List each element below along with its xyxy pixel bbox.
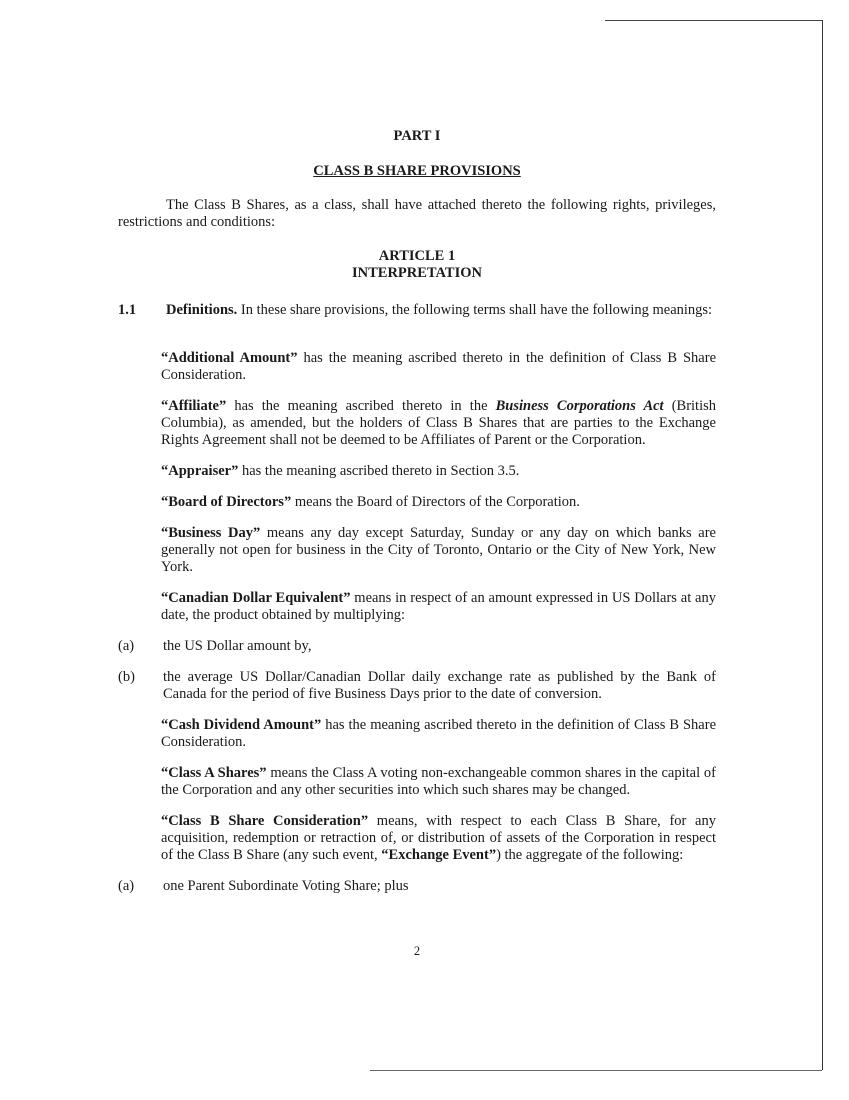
scan-edge-bottom xyxy=(370,1070,822,1071)
definition-text: means in respect of an amount expressed in US Dollars at any date, the product obtained by multiplying: xyxy=(161,590,716,623)
list-item-text: the average US Dollar/Canadian Dollar daily exchange rate as published by the Bank of Canada for the period of five Business Days prior to the date of conversion. xyxy=(163,669,716,702)
list-item-text: the US Dollar amount by, xyxy=(163,638,312,654)
definition-business-day xyxy=(161,525,716,576)
article-title: INTERPRETATION xyxy=(352,265,482,281)
definition-text: has the meaning ascribed thereto in the definition of Class B Share Consideration. xyxy=(161,350,717,383)
definition-class-a-shares xyxy=(161,765,716,799)
definition-text: has the meaning ascribed thereto in Section 3.5. xyxy=(238,463,520,479)
definition-text: ) the aggregate of the following: xyxy=(496,847,684,863)
definition-appraiser xyxy=(161,463,716,480)
definition-text: means any day except Saturday, Sunday or any day on which banks are generally not open for business in the City of Toronto, Ontario or the City of New York, New York. xyxy=(161,525,716,575)
definitions-list xyxy=(118,350,717,909)
scan-edge-right xyxy=(822,20,823,1070)
article-heading xyxy=(118,248,716,282)
intro-paragraph: The Class B Shares, as a class, shall have attached thereto the following rights, privileges, restrictions and conditions: xyxy=(118,197,716,230)
definition-term: “Additional Amount” xyxy=(161,350,298,366)
definition-additional-amount xyxy=(161,350,716,384)
definition-term: “Business Day” xyxy=(161,525,261,541)
definition-affiliate xyxy=(161,398,716,449)
list-item-text: one Parent Subordinate Voting Share; plus xyxy=(163,878,409,894)
act-title: Business Corporations Act xyxy=(495,398,664,414)
definition-board-of-directors xyxy=(161,494,716,511)
definition-term: “Canadian Dollar Equivalent” xyxy=(161,590,351,606)
definition-class-b-share-consideration xyxy=(161,813,716,864)
list-item xyxy=(118,638,716,655)
definition-term: “Affiliate” xyxy=(161,398,227,414)
section-heading: Definitions. xyxy=(166,302,238,318)
page-number: 2 xyxy=(413,944,421,958)
definition-text: (British Columbia), as amended, but the holders of Class B Shares that are parties to the Exchange Rights Agreement shall not be deemed to be Affiliates of Parent or the Corporation. xyxy=(161,398,717,448)
list-item-label: (a) xyxy=(118,878,135,894)
part-subtitle: CLASS B SHARE PROVISIONS xyxy=(313,163,521,179)
list-item-label: (a) xyxy=(118,638,135,654)
definition-term: “Class A Shares” xyxy=(161,765,267,781)
definition-term: “Board of Directors” xyxy=(161,494,292,510)
definition-term: “Cash Dividend Amount” xyxy=(161,717,322,733)
list-item-label: (b) xyxy=(118,669,135,685)
definition-term: “Class B Share Consideration” xyxy=(161,813,369,829)
definition-text: has the meaning ascribed thereto in the xyxy=(226,398,496,414)
exchange-event-term: “Exchange Event” xyxy=(381,847,497,863)
definition-text: means, with respect to each Class B Share, for any acquisition, redemption or retraction of, or distribution of assets of the Corporation in respect of the Class B Share (any such event, xyxy=(161,813,716,863)
definition-text: has the meaning ascribed thereto in the definition of Class B Share Consideration. xyxy=(161,717,717,750)
definition-term: “Appraiser” xyxy=(161,463,239,479)
article-number: ARTICLE 1 xyxy=(378,248,456,264)
definition-text: means the Class A voting non-exchangeable common shares in the capital of the Corporation and any other securities into which such shares may be changed. xyxy=(161,765,716,798)
scan-edge-top xyxy=(605,20,823,21)
list-item xyxy=(118,878,716,895)
part-title: PART I xyxy=(393,128,441,144)
list-item xyxy=(118,669,716,703)
definition-canadian-dollar-equivalent xyxy=(161,590,716,624)
section-1-1 xyxy=(118,302,716,319)
section-text: In these share provisions, the following terms shall have the following meanings: xyxy=(240,302,713,318)
section-number: 1.1 xyxy=(118,302,137,318)
definition-cash-dividend-amount xyxy=(161,717,716,751)
definition-text: means the Board of Directors of the Corporation. xyxy=(291,494,580,510)
